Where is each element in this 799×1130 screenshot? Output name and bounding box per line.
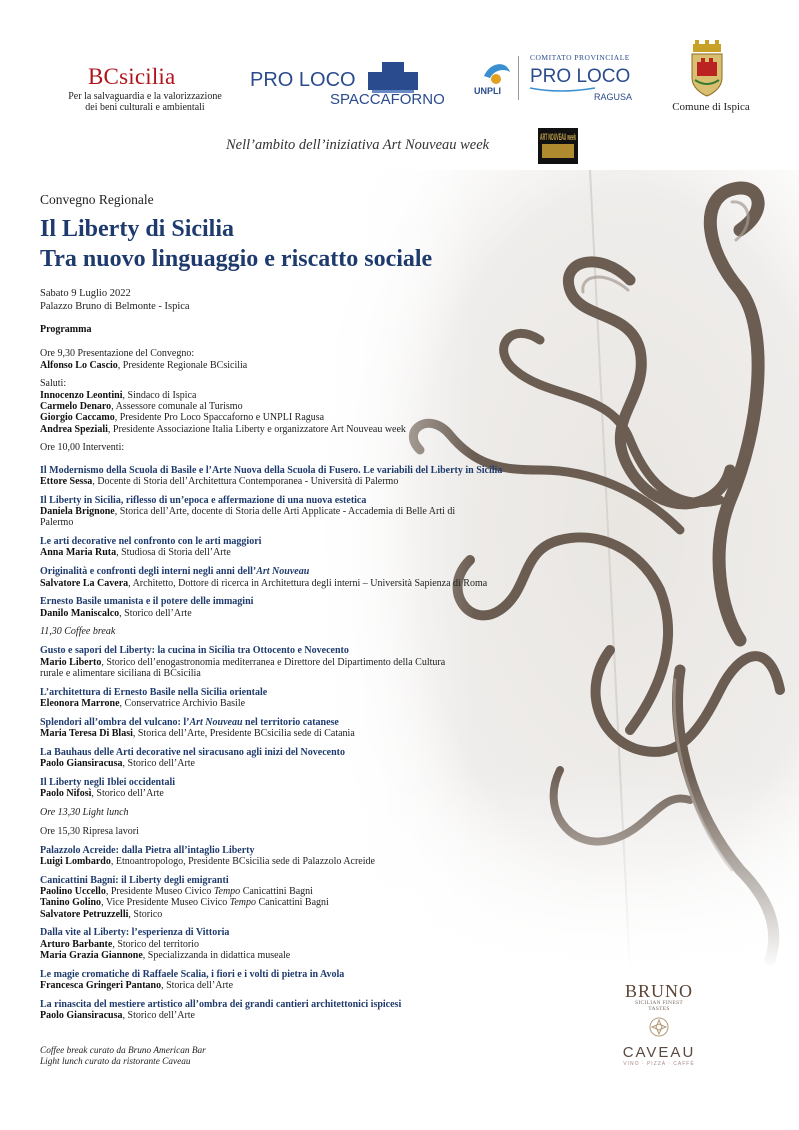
initiative-text: Nell’ambito dell’iniziativa Art Nouveau week [226,137,490,153]
opening-block [40,348,510,371]
greetings-block [40,378,510,434]
pro-loco-text: PRO LOCO [250,69,356,91]
opening-speaker: Alfonso Lo Cascio, Presidente Regionale BCsicilia [40,359,248,371]
talk-item: Il Liberty in Sicilia, riflesso di un’epoca e affermazione di una nuova estetica Daniela Brignone, Storica dell’Arte, docente di Storia delle Arti Applicate - Accademia di Belle Arti di Palermo [40,494,456,529]
program-heading: Programma [40,324,92,335]
caveau-emblem-icon [648,1017,670,1037]
pro-loco-spaccaforno-logo [250,60,465,110]
talk-item: Originalità e confronti degli interni negli anni dell’Art Nouveau Salvatore La Cavera, Architetto, Dottore di ricerca in Architettura degli interni – Università Sapienza di Roma [40,566,488,589]
talk-item: Dalla vite al Liberty: l’esperienza di Vittoria Arturo Barbante, Storico del territorio Maria Grazia Giannone, Specializzanda in didattica museale [40,927,291,961]
resume-label: Ore 15,30 Ripresa lavori [40,825,139,837]
event-type: Convegno Regionale [40,192,154,207]
lunch-credit: Light lunch curato da ristorante Caveau [40,1056,191,1067]
talk-item: Palazzolo Acreide: dalla Pietra all’intaglio Liberty Luigi Lombardo, Etnoantropologo, Presidente BCsicilia sede di Palazzolo Acreide [40,844,375,867]
greetings-label: Saluti: [40,378,67,390]
greeting-item: Carmelo Denaro, Assessore comunale al Turismo [40,400,243,412]
event-meta [40,288,190,313]
svg-text:UNPLI: UNPLI [474,86,501,96]
ispica-label: Comune di Ispica [672,101,750,113]
title-line-1: Il Liberty di Sicilia [40,216,235,242]
talk-item: Splendori all’ombra del vulcano: l’Art Nouveau nel territorio catanese Maria Teresa Di Blasi, Storica dell’Arte, Presidente BCsicilia sede di Catania [40,716,355,740]
title-line-2: Tra nuovo linguaggio e riscatto sociale [40,246,433,272]
page-title [40,214,432,274]
talk-item: Gusto e sapori del Liberty: la cucina in Sicilia tra Ottocento e Novecento Mario Liberto, Storico dell’enogastronomia mediterranea e Direttore del Dipartimento della Cultura rurale e alimentare siciliana di BCsicilia [40,645,446,679]
talk-item: La rinascita del mestiere artistico all’ombra dei grandi cantieri architettonici ispicesi Paolo Giansiracusa, Storico dell’Arte [40,998,402,1022]
caveau-logo: CAVEAU VINO · PIZZA · CAFFÈ [618,1017,700,1067]
coffee-credit: Coffee break curato da Bruno American Bar [40,1046,206,1056]
opening-time: Ore 9,30 Presentazione del Convegno: [40,348,195,360]
svg-text:COMITATO PROVINCIALE: COMITATO PROVINCIALE [530,53,630,62]
event-date: Sabato 9 Luglio 2022 [40,288,131,299]
bcsicilia-logo: BCsicilia [88,64,176,89]
svg-text:ART NOUVEAU week: ART NOUVEAU week [540,132,577,142]
coffee-break: 11,30 Coffee break [40,626,116,638]
program [40,324,510,1021]
bruno-logo: BRUNO SICILIAN FINEST TASTES [624,981,693,1012]
talk-item: L’architettura di Ernesto Basile nella Sicilia orientale Eleonora Marrone, Conservatrice Archivio Basile [40,686,268,709]
talk-item: Il Liberty negli Iblei occidentali Paolo Nifosì, Storico dell’Arte [40,776,175,800]
catering-credits [40,1046,206,1067]
ispica-coat-of-arms-icon [687,40,727,96]
unpli-pro-loco-ragusa-logo [470,44,650,108]
talk-item: Le arti decorative nel confronto con le arti maggiori Anna Maria Ruta, Studiosa di Storia dell’Arte [40,536,262,559]
tagline-line-1: Per la salvaguardia e la valorizzazione [68,91,222,102]
talk-item: Le magie cromatiche di Raffaele Scalia, i fiori e i volti di pietra in Avola Francesca Gringeri Pantano, Storica dell’Arte [40,968,345,992]
talk-item: Ernesto Basile umanista e il potere delle immagini Danilo Maniscalco, Storico dell’Arte [40,596,254,619]
event-venue: Palazzo Bruno di Belmonte - Ispica [40,300,190,312]
talk-item: Il Modernismo della Scuola di Basile e l’Arte Nuova della Scuola di Fusero. Le variabili del Liberty in Sicilia Ettore Sessa, Docente di Storia dell’Architettura Contemporanea - Università di Palermo [40,464,503,487]
bcsicilia-tagline [55,91,235,113]
talk-item: La Bauhaus delle Arti decorative nel siracusano agli inizi del Novecento Paolo Giansiracusa, Storico dell’Arte [40,746,345,770]
light-lunch: Ore 13,30 Light lunch [40,807,129,818]
palace-icon [368,62,418,93]
interventions-label: Ore 10,00 Interventi: [40,442,125,454]
talk-item: Canicattini Bagni: il Liberty degli emigranti Paolino Uccello, Presidente Museo Civico Tempo Canicattini Bagni Tanino Golino, Vice Presidente Museo Civico Tempo Canicattini Bagni Salvatore Petruzzelli, Storico [40,874,329,920]
greeting-item: Andrea Speziali, Presidente Associazione Italia Liberty e organizzatore Art Nouveau week [40,423,406,435]
art-nouveau-week-logo [538,128,578,164]
svg-text:PRO LOCO: PRO LOCO [530,66,631,87]
spaccaforno-text: SPACCAFORNO [330,91,445,108]
svg-text:RAGUSA: RAGUSA [594,92,633,102]
tagline-line-2: dei beni culturali e ambientali [85,102,205,113]
greeting-item: Innocenzo Leontini, Sindaco di Ispica [40,389,197,401]
greeting-item: Giorgio Caccamo, Presidente Pro Loco Spaccaforno e UNPLI Ragusa [40,412,325,424]
